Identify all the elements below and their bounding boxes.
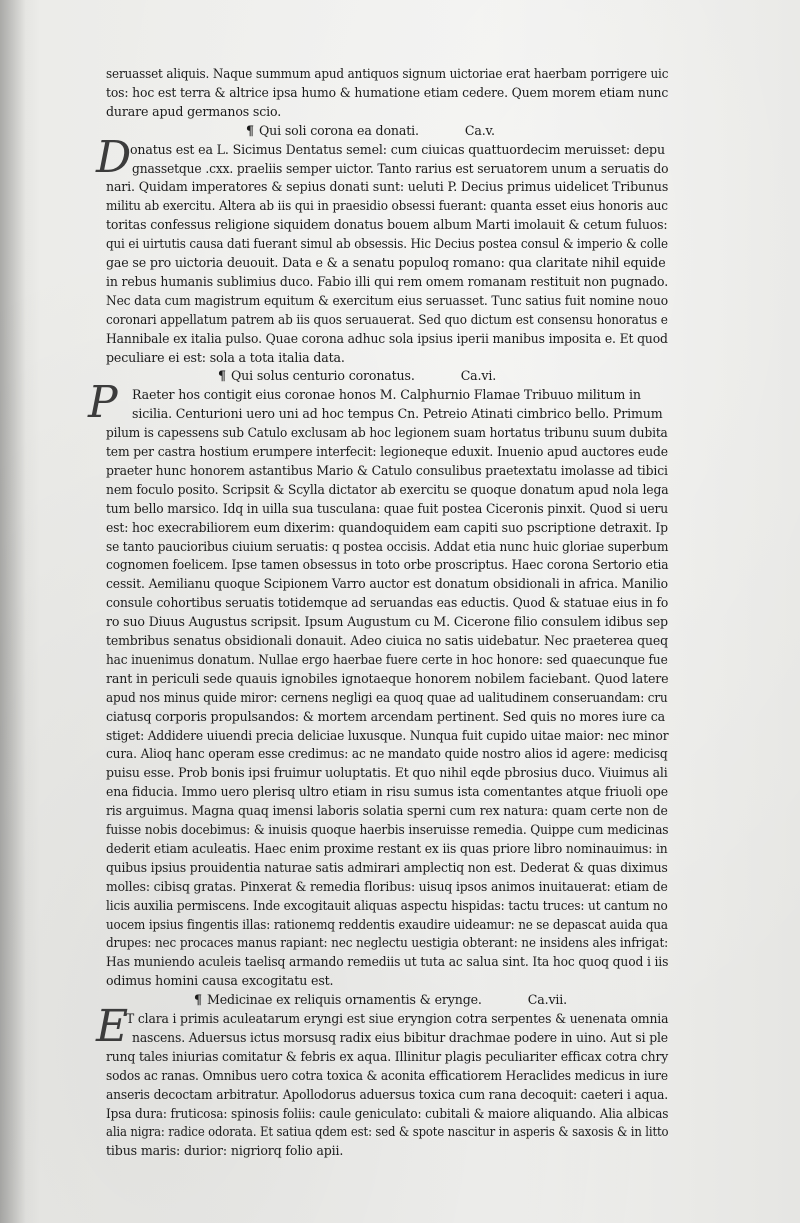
- paragraph-mark-icon: ¶: [218, 368, 226, 384]
- chapter-heading: [194, 992, 567, 1007]
- text-line: runq tales iniurias comitatur & febris ex aqua. Illinitur plagis peculiariter efficax cotra chry: [106, 1048, 669, 1064]
- text-line: ro suo Diuus Augustus scripsit. Ipsum Augustum cu M. Cicerone filio consulem idibus sep: [106, 614, 668, 630]
- text-line: licis auxilia permiscens. Inde excogitauit aliquas aspectu hispidas: tactu truces: ut cantum no: [106, 897, 668, 913]
- text-line: tibus maris: durior: nigriorq folio apii.: [106, 1143, 344, 1159]
- text-line: coronari appellatum patrem ab iis quos seruauerat. Sed quo dictum est consensu honoratus e: [106, 311, 668, 327]
- chapter-number: Ca.vii.: [527, 992, 568, 1008]
- chapter-number: Ca.vi.: [460, 368, 497, 384]
- text-line: consule cohortibus seruatis totidemque ad seruandas eas eductis. Quod & statuae eius in fo: [106, 595, 669, 611]
- text-line: Raeter hos contigit eius coronae honos M. Calphurnio Flamae Tribuuo militum in: [132, 387, 641, 403]
- text-line: Ipsa dura: fruticosa: spinosis foliis: caule geniculato: cubitali & maiore aliquando. Alia albicas: [106, 1105, 669, 1121]
- text-line: odimus homini causa excogitatu est.: [106, 973, 334, 989]
- text-line: nascens. Aduersus ictus morsusq radix eius bibitur drachmae podere in uino. Aut si ple: [132, 1029, 668, 1045]
- text-line: onatus est ea L. Sicimus Dentatus semel: cum ciuicas quattuordecim meruisset: depu: [130, 141, 665, 157]
- gutter-shadow: [0, 0, 26, 1223]
- text-line: Has muniendo aculeis taelisq armando remediis ut tuta ac salua sint. Ita hoc quoq quod i iis: [106, 954, 669, 970]
- text-line: quibus ipsius prouidentia naturae satis admirari amplectiq non est. Dederat & quas diximus: [106, 859, 668, 875]
- text-line: in rebus humanis sublimius duco. Fabio illi qui rem omem romanam restituit non pugnado.: [106, 273, 669, 289]
- text-line: ciatusq corporis propulsandos: & mortem arcendam pertinent. Sed quis no mores iure ca: [106, 708, 666, 724]
- chapter-heading: [246, 123, 495, 138]
- text-line: militu ab exercitu. Altera ab iis qui in praesidio obsessi fuerant: quanta esset eius honoris auc: [106, 198, 668, 214]
- text-line: pilum is capessens sub Catulo exclusam ab hoc legionem suam hortatus tribunu suum dubita: [106, 425, 668, 441]
- text-line: hac inuenimus donatum. Nullae ergo haerbae fuere certe in hoc honore: sed quaecunque fue: [106, 651, 668, 667]
- text-line: stiget: Addidere uiuendi precia deliciae luxusque. Nunqua fuit cupido uitae maior: nec minor: [106, 727, 669, 743]
- text-line: ris arguimus. Magna quaq imensi laboris solatia sperni cum rex natura: quam certe non de: [106, 803, 668, 819]
- text-line: T clara i primis aculeatarum eryngi est siue eryngion cotra serpentes & uenenata omnia: [126, 1011, 669, 1026]
- text-line: sicilia. Centurioni uero uni ad hoc tempus Cn. Petreio Atinati cimbrico bello. Primum: [132, 406, 663, 422]
- text-line: puisu esse. Prob bonis ipsi fruimur uoluptatis. Et quo nihil eqde pbrosius duco. Viuimus ali: [106, 765, 668, 781]
- text-line: se tanto paucioribus ciuium seruatis: q postea occisis. Addat etia nunc huic gloriae superbum: [106, 538, 669, 554]
- text-line: nem foculo posito. Scripsit & Scylla dictator ab exercitu se quoque donatum apud nola lega: [106, 481, 669, 497]
- chapter-heading: [218, 368, 496, 383]
- chapter-title: Qui solus centurio coronatus.: [231, 368, 415, 384]
- text-line: cessit. Aemilianu quoque Scipionem Varro auctor est donatum obsidionali in africa. Manilio: [106, 576, 668, 592]
- text-line: uocem ipsius fingentis illas: rationemq reddentis exaudire uideamur: ne se depascat auida qua: [106, 916, 668, 932]
- text-line: cognomen foelicem. Ipse tamen obsessus in toto orbe proscriptus. Haec corona Sertorio etia: [106, 557, 669, 573]
- text-line: tembribus senatus obsidionali donauit. Adeo ciuica no satis uidebatur. Nec praeterea queq: [106, 633, 668, 648]
- text-line: cura. Alioq hanc operam esse credimus: ac ne mandato quide nostro alios id agere: medicisq: [106, 746, 668, 762]
- text-line: tos: hoc est terra & altrice ipsa humo & humatione etiam cedere. Quem morem etiam nunc: [106, 84, 669, 100]
- text-line: dederit etiam aculeatis. Haec enim proxime restant ex iis quas priore libro nominauimus: in: [106, 840, 668, 856]
- text-line: nari. Quidam imperatores & sepius donati sunt: ueluti P. Decius primus uidelicet Tribunus: [106, 179, 669, 195]
- paragraph-mark-icon: ¶: [246, 122, 254, 138]
- text-line: drupes: nec procaces manus rapiant: nec neglectu uestigia obterant: ne insidens ales infrigat:: [106, 935, 669, 951]
- text-line: Hannibale ex italia pulso. Quae corona adhuc sola ipsius iperii manibus imposita e. Et quod: [106, 330, 668, 346]
- text-line: molles: cibisq gratas. Pinxerat & remedia floribus: uisuq ipsos animos inuitauerat: etiam de: [106, 878, 668, 894]
- text-line: ena fiducia. Immo uero plerisq ultro etiam in risu sumus ista comentantes atque friuoli ope: [106, 784, 668, 800]
- text-line: anseris decoctam arbitratur. Apollodorus aduersus toxica cum rana decoquit: caeteri i aqua.: [106, 1086, 669, 1102]
- text-line: seruasset aliquis. Naque summum apud antiquos signum uictoriae erat haerbam porrigere uic: [106, 66, 669, 81]
- text-line: qui ei uirtutis causa dati fuerant simul ab obsessis. Hic Decius postea consul & imperio & colle: [106, 236, 668, 252]
- chapter-title: Qui soli corona ea donati.: [259, 122, 419, 138]
- chapter-number: Ca.v.: [464, 122, 495, 138]
- text-line: tem per castra hostium erumpere interfecit: legioneque eduxit. Inuenio apud auctores eude: [106, 444, 668, 459]
- text-line: apud nos minus quide miror: cernens negligi ea quoq quae ad ualitudinem conseruandam: cru: [106, 689, 668, 705]
- initial-letter-e: E: [96, 1001, 129, 1052]
- text-line: gae se pro uictoria deuouit. Data e & a senatu populoq romano: qua claritate nihil equide: [106, 255, 666, 270]
- text-line: tum bello marsico. Idq in uilla sua tusculana: quae fuit postea Ciceronis pinxit. Quod si ueru: [106, 500, 668, 516]
- text-line: praeter hunc honorem astantibus Mario & Catulo consulibus praetextatu imolasse ad tibici: [106, 462, 668, 478]
- text-line: toritas confessus religione siquidem donatus bouem album Marti imolauit & cetum fuluos:: [106, 217, 668, 233]
- text-line: alia nigra: radice odorata. Et satiua qdem est: sed & spote nascitur in asperis & saxosis & in litto: [106, 1124, 669, 1140]
- chapter-title: Medicinae ex reliquis ornamentis & erynge.: [207, 992, 482, 1008]
- text-line: rant in periculi sede quauis ignobiles ignotaeque honorem nobilem faciebant. Quod latere: [106, 670, 669, 686]
- text-line: durare apud germanos scio.: [106, 103, 282, 119]
- text-line: Nec data cum magistrum equitum & exercitum eius seruasset. Tunc satius fuit nomine nouo: [106, 292, 668, 308]
- text-line: fuisse nobis docebimus: & inuisis quoque haerbis inseruisse remedia. Quippe cum medicinas: [106, 822, 669, 837]
- text-line: est: hoc execrabiliorem eum dixerim: quandoquidem eam capiti suo pscriptione detraxit. Ip: [106, 519, 668, 535]
- text-line: sodos ac ranas. Omnibus uero cotra toxica & aconita efficatiorem Heraclides medicus in iure: [106, 1067, 668, 1083]
- text-line: gnassetque .cxx. praeliis semper uictor. Tanto rarius est seruatorem unum a seruatis do: [132, 160, 669, 176]
- initial-letter-p: P: [88, 377, 118, 429]
- initial-letter-d: D: [96, 131, 132, 183]
- paragraph-mark-icon: ¶: [194, 992, 202, 1008]
- text-line: peculiare ei est: sola a tota italia data.: [106, 349, 345, 365]
